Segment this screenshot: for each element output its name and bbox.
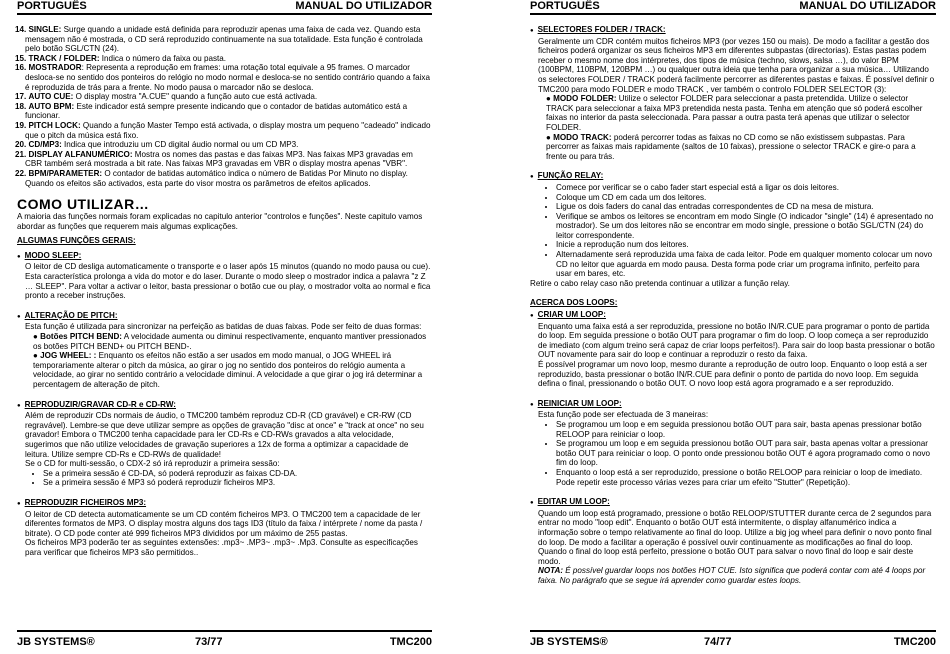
sleep-text: O leitor de CD desliga automaticamente o transporte e o laser após 15 minutos (quando no modo pausa ou cue). Esta característica prolonga a vida do motor e do laser. Durante o modo sleep o mostrador indica a palavra "z Z … SLEEP". Para voltar a activar o leitor, basta pressionar o botão cue ou play, o mostrador volta ao normal e fica pronto a receber instruções. (25, 262, 431, 301)
footer-brand: JB SYSTEMS® (17, 636, 95, 648)
selectors-heading: ● SELECTORES FOLDER / TRACK: (530, 25, 936, 37)
pitch-text: Esta função é utilizada para sincronizar na perfeição as batidas de duas faixas. Pode ser feito de duas formas: (25, 322, 422, 332)
jog-wheel-item: ● JOG WHEEL: : Enquanto os efeitos não estão a ser usados em modo manual, o JOG WHEEL irá temporariamente alterar o pitch da música, ao girar o jog no sentido dos ponteiros do relógio aumenta a velocidade, ao girar no sentido contrário a velocidade diminui. A velocidade a que girar o jog irá determinar a percentagem de alteração de pitch. (33, 351, 423, 389)
list-item: • Comece por verificar se o cabo fader start especial está a ligar os dois leitores. (556, 183, 936, 193)
sleep-heading: ● MODO SLEEP: (17, 251, 432, 263)
list-item: • Enquanto o loop está a ser reproduzido, pressione o botão RELOOP para reiniciar o loop de imediato. Pode repetir este processo várias vezes para criar um efeito "Stutter" (Repetição). (556, 468, 936, 487)
page-73 (17, 0, 432, 654)
page-header (530, 0, 936, 15)
list-item: 15. TRACK / FOLDER: Indica o número da faixa ou pasta. (15, 53, 226, 63)
page-content (530, 25, 936, 585)
create-loop-text: Enquanto uma faixa está a ser reproduzida, pressione no botão IN/R.CUE para programar o ponto de partida do loop. Em seguida pressione o botão OUT para programar o fim do loop. O loop começa a ser reproduzido de imediato (com algum treino será capaz de criar loops perfeitos!). Para sair do loop basta pressionar o botão OUT novamente para sair do loop e continuar a reproduzir o resto da faixa. (538, 321, 935, 360)
header-title: MANUAL DO UTILIZADOR (799, 0, 936, 12)
list-item: 22. BPM/PARAMETER: O contador de batidas automático indica o número de Batidas Por Minuto no display. Quando os efeitos são activados, esta parte do visor mostra os parâmetros de efeitos aplicados. (15, 168, 408, 188)
list-item: 14. SINGLE: Surge quando a unidade está definida para reproduzir apenas uma faixa de cada vez. Quando esta mensagem não é mostrada, o CD será reproduzido continuamente na sua totalidade. Esta função é controlada pelo botão SGL/CTN (24). (15, 25, 423, 54)
numbered-list (17, 25, 432, 188)
list-item: • Coloque um CD em cada um dos leitores. (556, 193, 936, 203)
footer-model: TMC200 (893, 636, 936, 648)
list-item: • Ligue os dois faders do canal das entradas correspondentes de CD na mesa de mistura. (556, 202, 936, 212)
page-74 (530, 0, 936, 654)
mp3-heading: ● REPRODUZIR FICHEIROS MP3: (17, 498, 432, 510)
track-mode-item: ● MODO TRACK: poderá percorrer todas as faixas no CD como se não existissem subpastas. Para percorrer as faixas mais rapidamente (saltos de 10 faixas), pressione o selector TRACK e gire-o para a frente ou para trás. (546, 132, 916, 161)
list-item: • Inicie a reprodução num dos leitores. (556, 240, 936, 250)
edit-loop-text: Quando um loop está programado, pressione o botão RELOOP/STUTTER durante cerca de 2 segundos para entrar no modo "loop edit". Enquanto o botão OUT está intermitente, o display alfanumérico indica a informação sobre o tempo relativamente ao final do loop. Utilize a big jog wheel para definir o novo ponto final do loop. De modo a facilitar a operação é possível ouvir continuamente as modificações ao final do loop. Quando o final do loop está perfeito, pressione o botão OUT para salvar o novo final do loop e sair deste modo. (538, 508, 932, 566)
cdr-text: Além de reproduzir CDs normais de áudio, o TMC200 também reproduz CD-R (CD gravável) e CR-RW (CD regravável). Lembre-se que deve utilizar sempre as opções de gravação "disc at once" e "track at once" no seu gravador! Embora o TMC200 tenha capacidade para ler CD-Rs e CD-RWs gravados a alta velocidade, sugerimos que não utilize velocidades de gravação superiores a 12x de forma a optimizar a capacidade de leitura. Utilize sempre CD-Rs e CD-RWs de qualidade! (25, 411, 424, 459)
pitch-bend-item: ● Botões PITCH BEND: A velocidade aumenta ou diminui respectivamente, enquanto mantiver pressionados os botões PITCH BEND+ ou PITCH BEND-. (33, 332, 427, 351)
list-item: 20. CD/MP3: Indica que introduziu um CD digital áudio normal ou um CD MP3. (15, 140, 299, 150)
restart-loop-heading: ● REINICIAR UM LOOP: (530, 399, 936, 411)
loops-heading: ACERCA DOS LOOPS: (530, 298, 618, 308)
page-footer (17, 630, 432, 650)
general-functions-heading: ALGUMAS FUNÇÕES GERAIS: (17, 236, 136, 246)
intro-text: A maioria das funções normais foram explicadas no capitulo anterior "controlos e funções". Neste capitulo vamos abordar as funções que requerem mais algumas explicações. (17, 212, 423, 231)
relay-after-text: Retire o cabo relay caso não pretenda continuar a utilizar a função relay. (530, 278, 790, 288)
list-item: 16. MOSTRADOR: Representa a reprodução em frames: uma rotação total equivale a 95 frames. O marcador desloca-se no sentido dos ponteiros do relógio no modo normal e desloca-se no sentido contrário quando a faixa é reproduzida de trás para a frente. No modo pausa o marcador não se desloca. (15, 63, 430, 92)
page-content (17, 25, 432, 558)
restart-list (530, 420, 936, 487)
header-language: PORTUGUÊS (17, 0, 87, 12)
list-item: 19. PITCH LOCK: Quando a função Master Tempo está activada, o display mostra um pequeno "cadeado" indicado que o pitch da música está fixo. (15, 120, 431, 140)
edit-loop-heading: ● EDITAR UM LOOP: (530, 497, 936, 509)
cdr-multisession: Se o CD for multi-sessão, o CDX-2 só irá reproduzir a primeira sessão: (25, 459, 280, 469)
pitch-heading: ● ALTERAÇÃO DE PITCH: (17, 311, 432, 323)
footer-page-number: 74/77 (704, 636, 732, 648)
page-footer (530, 630, 936, 650)
list-item: 18. AUTO BPM: Este indicador está sempre presente indicando que o contador de batidas automático está a funcionar. (15, 101, 408, 121)
list-item: • Se a primeira sessão é MP3 só poderá reproduzir ficheiros MP3. (43, 478, 432, 488)
folder-mode-item: ● MODO FOLDER: Utilize o selector FOLDER para seleccionar a pasta pretendida. Utilize o selector TRACK para seleccionar a faixa MP3 pretendida nesta pasta. Tenha em atenção que só poderá escolher faixas no interior da pasta seleccionada. Para passar a outra pasta terá apenas que utilizar o selector FOLDER. (546, 94, 923, 132)
list-item: • Se programou um loop e em seguida pressionou botão OUT para sair, basta apenas voltar a pressionar botão OUT para reiniciar o loop. O ponto onde pressionou botão OUT é agora programado como o novo fim do loop. (556, 439, 936, 468)
selectors-text: Geralmente um CDR contém muitos ficheiros MP3 (por vezes 150 ou mais). De modo a facilitar a gestão dos ficheiros poderá organizar os seus ficheiros MP3 em diferentes subpastas (directorias). Estas pastas podem receber o mesmo nome dos intérpretes, dos tipos de música (techno, slows, salsa …), do valor BPM (100BPM, 110BPM, 120BPM …) ou qualquer outra ideia que tenha para organizar a sua música… Utilizando os selectores FOLDER / TRACK poderá facilmente percorrer as diferentes pastas e faixas. É possível definir o TMC200 para modo FOLDER e modo TRACK , ver também o controlo FOLDER SELECTOR (3): (538, 36, 935, 94)
note-text: NOTA: É possível guardar loops nos botões HOT CUE. Isto significa que poderá contar com até 4 loops por faixa. No parágrafo que se segue irá aprender como guardar estes loops. (538, 566, 926, 585)
list-item: • Alternadamente será reproduzida uma faixa de cada leitor. Pode em qualquer momento colocar um novo CD no leitor que aguarda em modo pausa. Desta forma pode criar um programa infinito, perfeito para usar em bares, etc. (556, 250, 936, 279)
relay-list (530, 183, 936, 279)
mp3-extensions: Os ficheiros MP3 poderão ter as seguintes extensões: .mp3~ .MP3~ .mp3~ .Mp3. Consulte as especificações para verificar que ficheiros MP3 são permitidos.. (25, 538, 418, 557)
mp3-text: O leitor de CD detecta automaticamente se um CD contém ficheiros MP3. O TMC200 tem a capacidade de ler diferentes formatos de MP3. O display mostra alguns dos tags ID3 (título da faixa / intérprete / nome da pasta / bitrate). O CD pode conter até 999 ficheiros MP3 divididos por um máximo de 255 pastas. (25, 509, 423, 538)
footer-model: TMC200 (389, 636, 432, 648)
list-item: • Verifique se ambos os leitores se encontram em modo Single (O indicador "single" (14) é apresentado no mostrador). Se um dos leitores não se encontrar em modo single, pressione o botão SGL/CTN (24) do leitor correspondente. (556, 212, 936, 241)
header-language: PORTUGUÊS (530, 0, 600, 12)
cdr-heading: ● REPRODUZIR/GRAVAR CD-R e CD-RW: (17, 400, 432, 412)
list-item: • Se programou um loop e em seguida pressionou botão OUT para sair, basta apenas pressionar botão RELOOP para reiniciar o loop. (556, 420, 936, 439)
footer-brand: JB SYSTEMS® (530, 636, 608, 648)
header-title: MANUAL DO UTILIZADOR (295, 0, 432, 12)
footer-page-number: 73/77 (195, 636, 223, 648)
page-header (17, 0, 432, 15)
list-item: • Se a primeira sessão é CD-DA, só poderá reproduzir as faixas CD-DA. (43, 469, 432, 479)
relay-heading: ● FUNÇÃO RELAY: (530, 171, 936, 183)
cdr-list (17, 469, 432, 488)
list-item: 17. AUTO CUE: O display mostra "A.CUE" quando a função auto cue está activada. (15, 92, 318, 102)
section-title: COMO UTILIZAR… (17, 196, 150, 213)
create-loop-heading: ● CRIAR UM LOOP: (530, 310, 936, 322)
list-item: 21. DISPLAY ALFANUMÉRICO: Mostra os nomes das pastas e das faixas MP3. Nas faixas MP3 gravadas em CBR também será mostrada a bit rate. Nas faixas MP3 gravadas em VBR o display mostra apenas "VBR". (15, 149, 413, 169)
create-loop-text-2: É possível programar um novo loop, mesmo durante a reprodução de outro loop. Enquanto o loop está a ser reproduzido, basta pressionar o botão IN/R.CUE para definir o ponto de partida do novo loop. Em seguida defina o final, pressionando o botão OUT. O novo loop está agora programado e a ser reproduzido. (538, 360, 928, 389)
restart-loop-text: Esta função pode ser efectuada de 3 maneiras: (538, 410, 709, 420)
